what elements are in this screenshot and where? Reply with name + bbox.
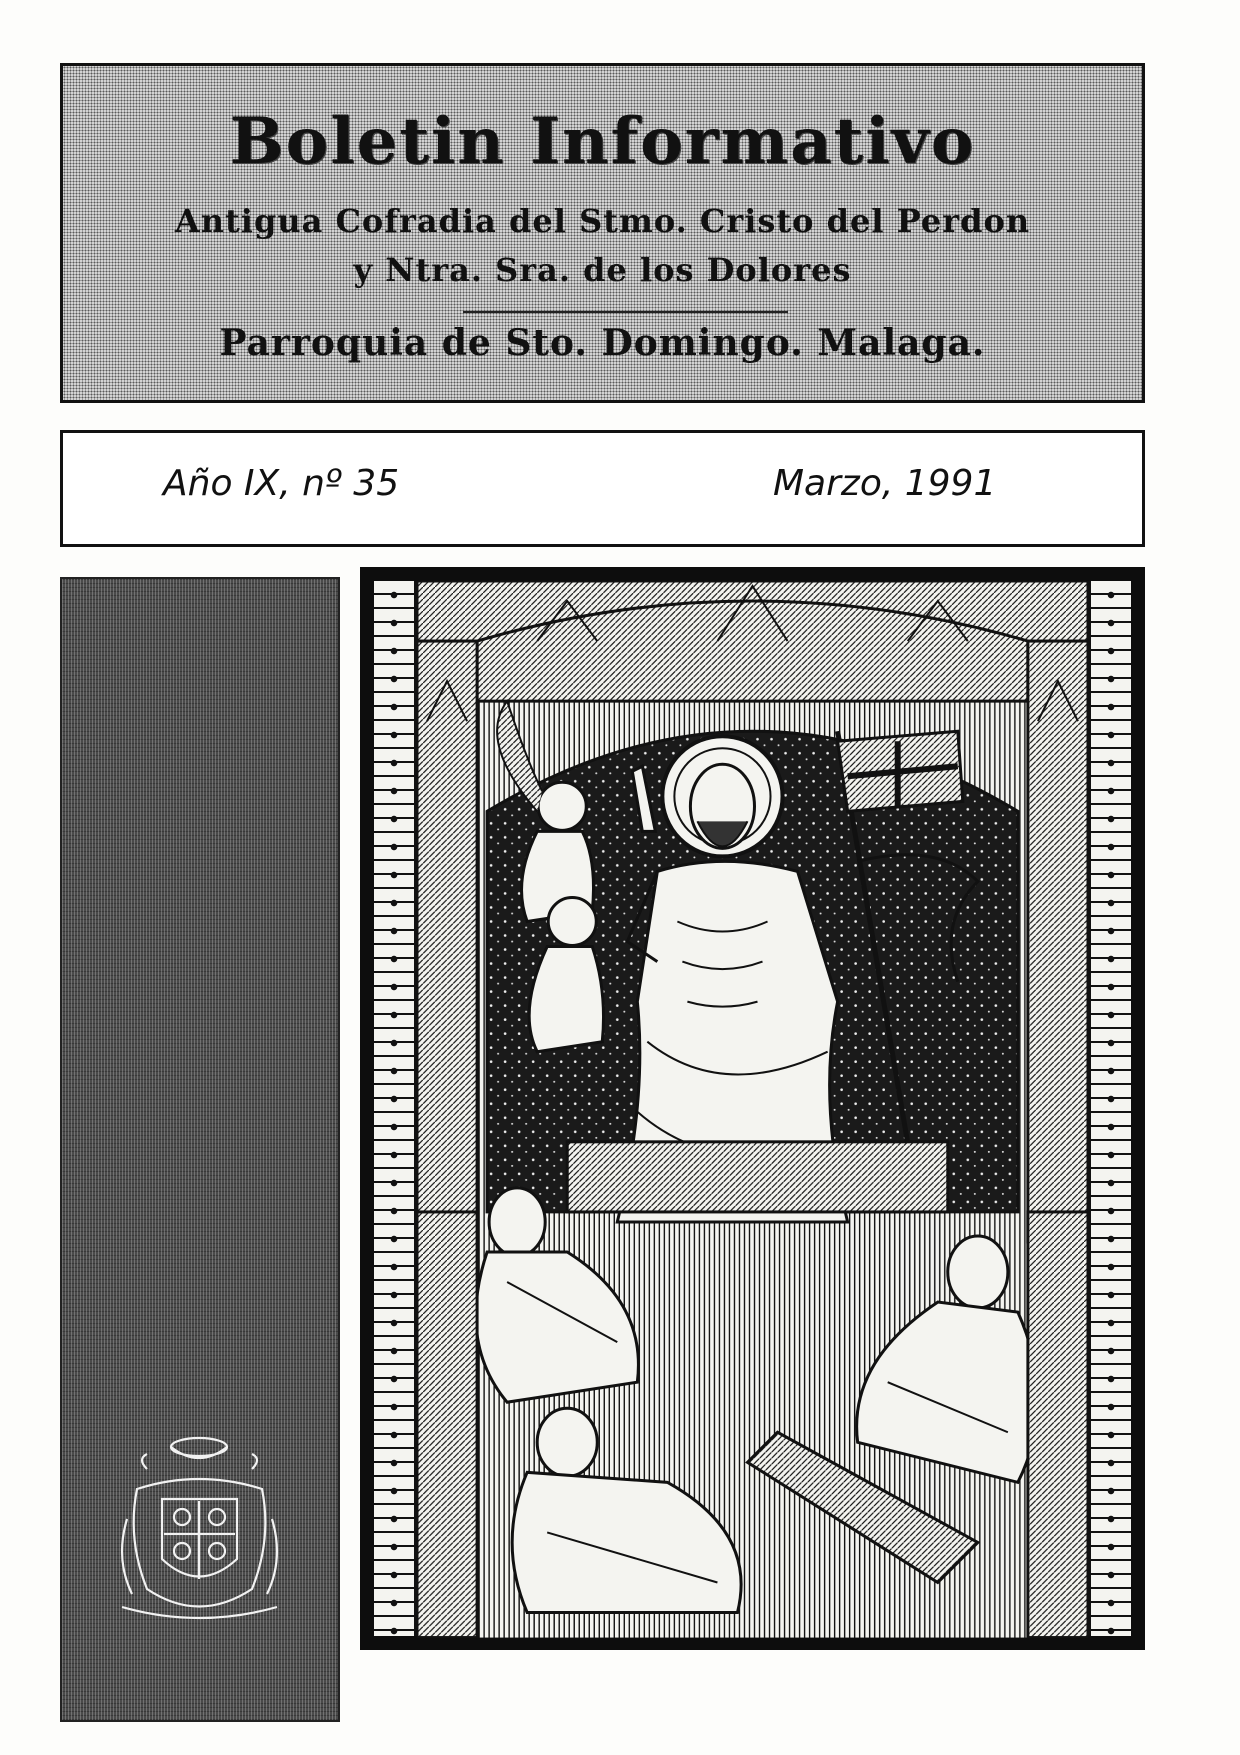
- brotherhood-name-continued: y Ntra. Sra. de los Dolores: [353, 251, 852, 289]
- coat-of-arms-icon: [107, 1429, 292, 1629]
- brotherhood-name: Antigua Cofradia del Stmo. Cristo del Perdon: [174, 202, 1031, 240]
- issue-date: Marzo, 1991: [773, 463, 997, 504]
- ornamental-border-right: [1088, 581, 1131, 1636]
- issue-number: Año IX, nº 35: [163, 463, 400, 504]
- masthead: [60, 63, 1145, 403]
- ornamental-border-left: [374, 581, 417, 1636]
- parish-name: Parroquia de Sto. Domingo. Malaga.: [219, 322, 986, 364]
- resurrection-engraving: [417, 581, 1088, 1638]
- bulletin-title: Boletin Informativo: [229, 104, 976, 179]
- cover-illustration: [360, 567, 1145, 1650]
- side-panel: [60, 577, 340, 1722]
- issue-bar: [60, 430, 1145, 547]
- title-divider: [463, 311, 788, 313]
